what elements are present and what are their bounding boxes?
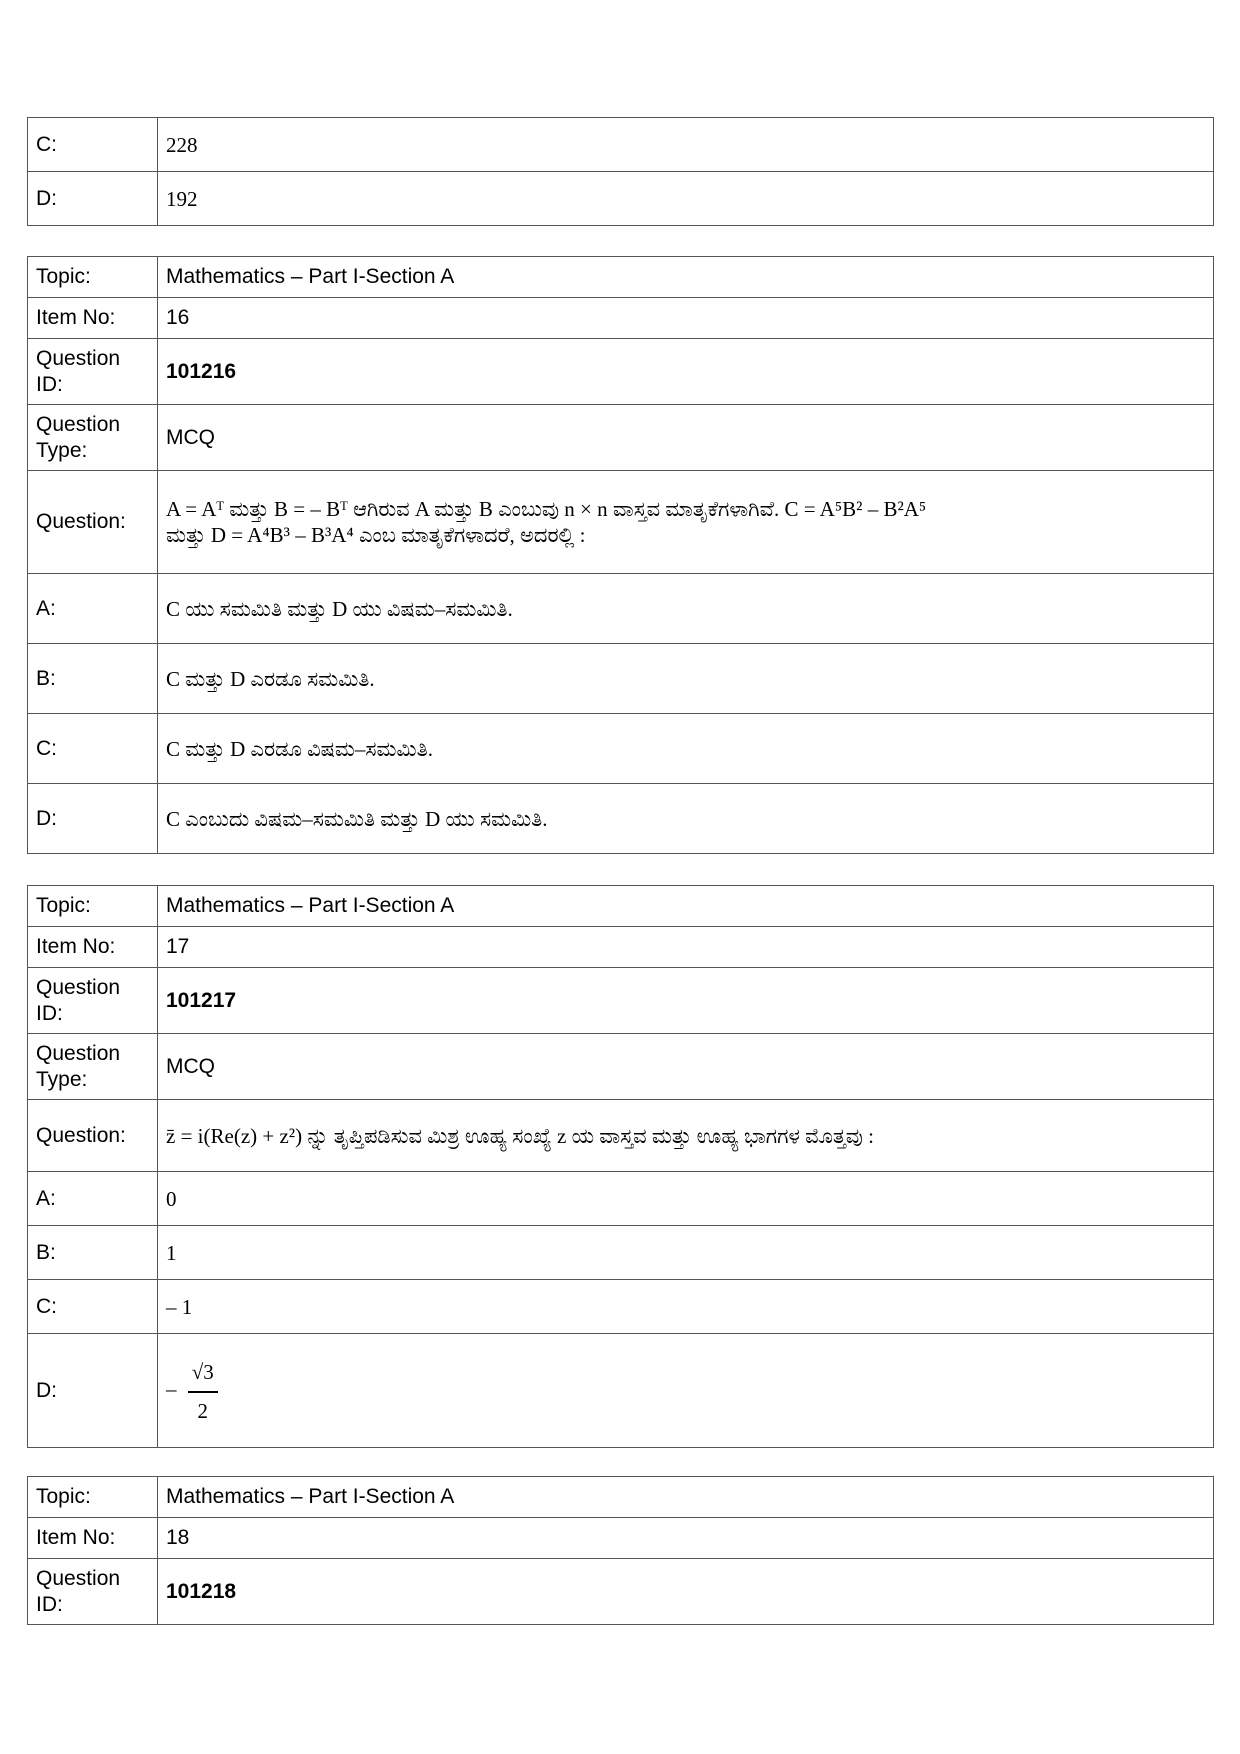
question-id-value: 101217: [158, 968, 1214, 1034]
option-a-text: 0: [158, 1172, 1214, 1226]
question-line-2: ಮತ್ತು D = A⁴B³ – B³A⁴ ಎಂಬ ಮಾತೃಕೆಗಳಾದರೆ, ಅದರಲ್ಲಿ :: [166, 523, 586, 547]
topic-label: Topic:: [28, 257, 158, 298]
option-label: D:: [28, 172, 158, 226]
option-d-label: D:: [28, 1334, 158, 1448]
question-text: [158, 471, 1214, 574]
option-label: C:: [28, 118, 158, 172]
question-type-value: MCQ: [158, 405, 1214, 471]
item-no-value: 16: [158, 298, 1214, 339]
option-d-numerator: √3: [188, 1353, 218, 1393]
question-type-value: MCQ: [158, 1034, 1214, 1100]
question-id-value: 101216: [158, 339, 1214, 405]
question-type-label: Question Type:: [28, 405, 158, 471]
option-b-text: 1: [158, 1226, 1214, 1280]
question-line-1: A = Aᵀ ಮತ್ತು B = – Bᵀ ಆಗಿರುವ A ಮತ್ತು B ಎಂಬುವು n × n ವಾಸ್ತವ ಮಾತೃಕೆಗಳಾಗಿವೆ. C = A⁵B² – B²A⁵: [166, 497, 927, 521]
question-table-16: [27, 256, 1214, 854]
option-value: 192: [158, 172, 1214, 226]
question-table-tail: [27, 117, 1214, 226]
question-id-value: 101218: [158, 1559, 1214, 1625]
question-label: Question:: [28, 471, 158, 574]
question-id-label: Question ID:: [28, 968, 158, 1034]
option-b-label: B:: [28, 644, 158, 714]
question-id-label: Question ID:: [28, 339, 158, 405]
item-no-value: 18: [158, 1518, 1214, 1559]
question-text: z̄ = i(Re(z) + z²) ನ್ನು ತೃಪ್ತಿಪಡಿಸುವ ಮಿಶ್ರ ಊಹ್ಯ ಸಂಖ್ಯೆ z ಯ ವಾಸ್ತವ ಮತ್ತು ಊಹ್ಯ ಭಾಗಗಳ ಮೊತ್ತವು :: [158, 1100, 1214, 1172]
option-c-text: – 1: [158, 1280, 1214, 1334]
option-a-label: A:: [28, 1172, 158, 1226]
option-d-label: D:: [28, 784, 158, 854]
option-c-text: C ಮತ್ತು D ಎರಡೂ ವಿಷಮ–ಸಮಮಿತಿ.: [158, 714, 1214, 784]
question-table-18: [27, 1476, 1214, 1625]
option-d-fraction: [188, 1353, 218, 1429]
question-label: Question:: [28, 1100, 158, 1172]
option-d-denominator: 2: [197, 1398, 209, 1423]
option-d-text: [158, 1334, 1214, 1448]
option-a-label: A:: [28, 574, 158, 644]
option-d-text: C ಎಂಬುದು ವಿಷಮ–ಸಮಮಿತಿ ಮತ್ತು D ಯು ಸಮಮಿತಿ.: [158, 784, 1214, 854]
item-no-label: Item No:: [28, 1518, 158, 1559]
item-no-label: Item No:: [28, 927, 158, 968]
option-value: 228: [158, 118, 1214, 172]
option-c-label: C:: [28, 714, 158, 784]
question-type-label: Question Type:: [28, 1034, 158, 1100]
question-table-17: [27, 885, 1214, 1448]
topic-value: Mathematics – Part I-Section A: [158, 257, 1214, 298]
topic-label: Topic:: [28, 886, 158, 927]
topic-value: Mathematics – Part I-Section A: [158, 1477, 1214, 1518]
topic-value: Mathematics – Part I-Section A: [158, 886, 1214, 927]
option-c-label: C:: [28, 1280, 158, 1334]
item-no-value: 17: [158, 927, 1214, 968]
question-id-label: Question ID:: [28, 1559, 158, 1625]
item-no-label: Item No:: [28, 298, 158, 339]
option-b-text: C ಮತ್ತು D ಎರಡೂ ಸಮಮಿತಿ.: [158, 644, 1214, 714]
option-d-sign: –: [166, 1376, 177, 1401]
topic-label: Topic:: [28, 1477, 158, 1518]
option-b-label: B:: [28, 1226, 158, 1280]
option-a-text: C ಯು ಸಮಮಿತಿ ಮತ್ತು D ಯು ವಿಷಮ–ಸಮಮಿತಿ.: [158, 574, 1214, 644]
